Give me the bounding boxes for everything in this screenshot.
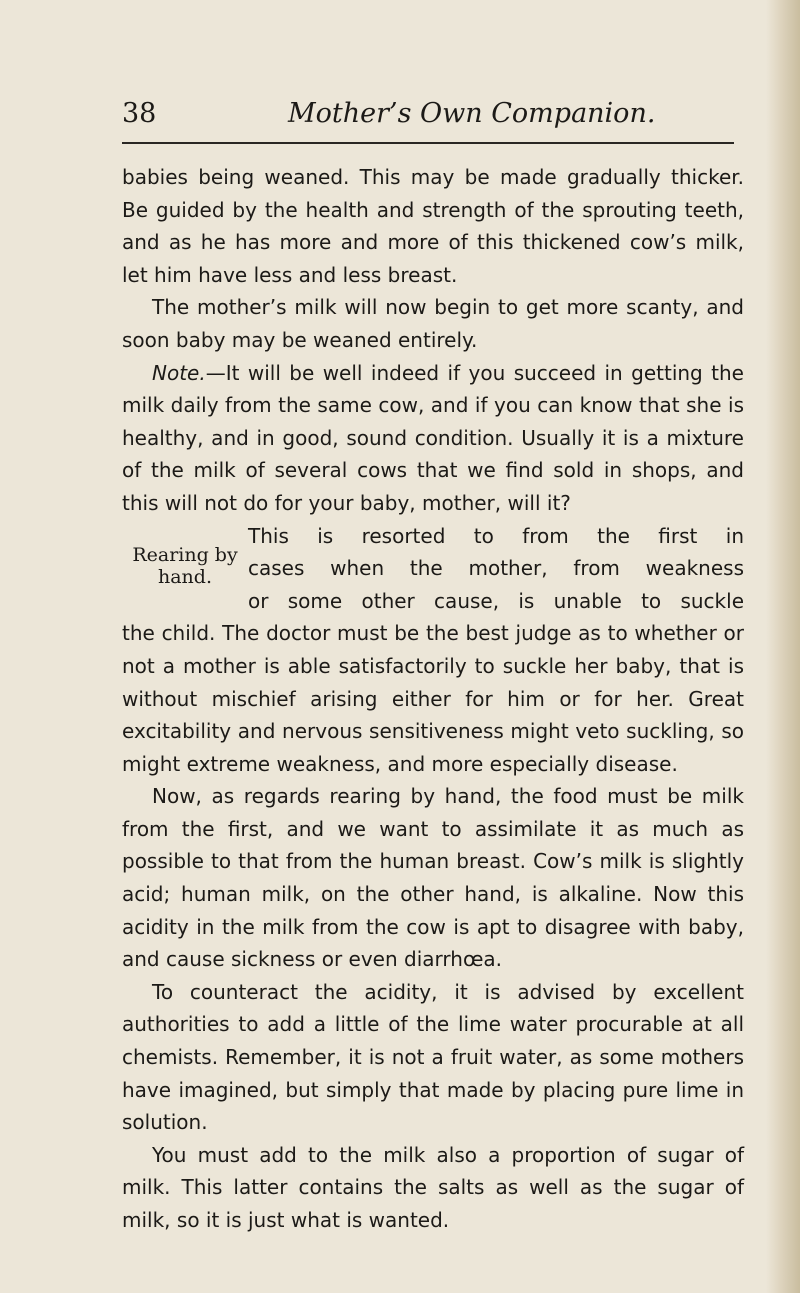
page-number: 38 [122,98,157,129]
note-label: Note. [152,360,206,385]
paragraph-lime-water: To counteract the acidity, it is advised by excellent authorities to add a little of the lime water procurable at all chemists. Remember, it is not a fruit water, as some mothers have imagined, but simply that made by placing pure lime in solution. [122,979,744,1135]
running-title: Mother’s Own Companion. [288,98,656,129]
header-rule [122,142,734,144]
paragraph-rearing-by-hand: Now, as regards rearing by hand, the food must be milk from the first, and we want to assimilate it as much as possible to that from the human breast. Cow’s milk is slightly acid; human milk, on the other hand, is alkaline. Now this acidity in the milk from the cow is apt to disagree with baby, and cause sickness or even diarrhœa. [122,784,744,972]
rearing-by-hand-section [122,520,744,618]
margin-sidenote: Rearing by hand. [132,543,238,588]
body-text [122,161,744,1237]
paragraph-sugar-of-milk: You must add to the milk also a proportion of sugar of milk. This latter contains the salts as well as the sugar of milk, so it is just what is wanted. [122,1142,744,1232]
running-header [122,96,742,136]
paragraph-note [122,357,744,520]
text-line: This is resorted to from the first in [248,523,744,548]
paragraph-weaning-thicker: babies being weaned. This may be made gradually thicker. Be guided by the health and strength of the sprouting teeth, and as he has more and more of this thickened cow’s milk, let him have less and less breast. [122,165,744,287]
page-edge-shadow [766,0,800,1293]
text-line: or some other cause, is unable to suckle [248,588,744,613]
text-line: cases when the mother, from weakness [248,556,744,581]
paragraph-mothers-milk: The mother’s milk will now begin to get more scanty, and soon baby may be weaned entirely. [122,295,744,352]
paragraph-suckling: the child. The doctor must be the best judge as to whether or not a mother is able satisfactorily to suckle her baby, that is without mischief arising either for him or for her. Great excitability and nervous sensitiveness might veto suckling, so might extreme weakness, and more especially disease. [122,621,744,776]
sidenote-adjacent-lines [248,520,744,618]
note-body: —It will be well indeed if you succeed in getting the milk daily from the same cow, and if you can know that she is healthy, and in good, sound condition. Usually it is a mixture of the milk of several cows that we find sold in shops, and this will not do for your baby, mother, will it? [122,360,744,515]
